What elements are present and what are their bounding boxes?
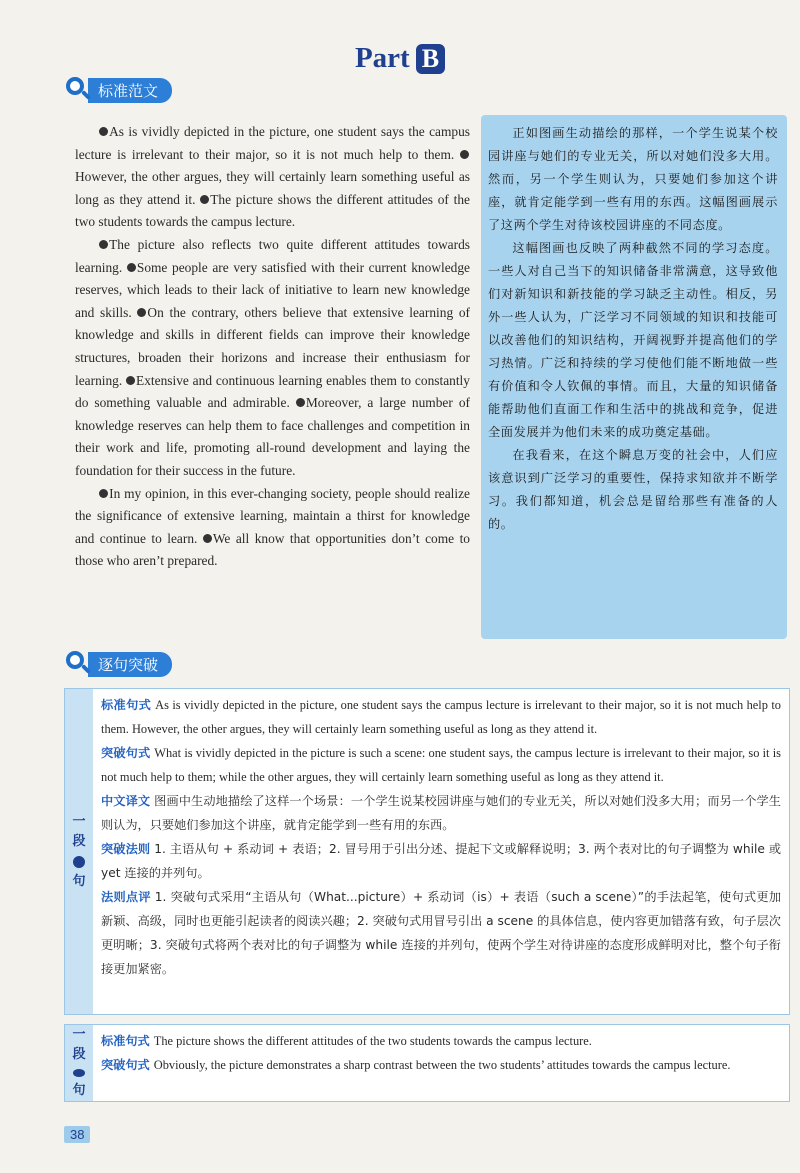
- block-side-label: 一 段 句: [65, 689, 93, 1014]
- block-side-label: 一 段 句: [65, 1025, 93, 1101]
- section-label: 标准范文: [88, 78, 172, 103]
- magnifier-icon: [66, 77, 92, 103]
- entry-standard: 标准句式 As is vividly depicted in the picture, one student says the campus lecture is irrelevant to their major, so it is not much help to them. However, the other argues, they will certainly learn something useful as long as they attend it.: [101, 698, 781, 736]
- sentence-number-icon: [73, 1069, 85, 1077]
- sentence-block-2: [64, 1024, 790, 1102]
- entry-translation: 中文译文 图画中生动地描绘了这样一个场景：一个学生说某校园讲座与她们的专业无关，所以对她们没多大用；而另一个学生则认为，只要她们参加这个讲座，就肯定能学到一些有用的东西。: [101, 794, 781, 832]
- chinese-paragraph-3: 在我看来，在这个瞬息万变的社会中，人们应该意识到广泛学习的重要性，保持求知欲并不断学习。我们都知道，机会总是留给那些有准备的人的。: [488, 448, 778, 531]
- page-number: 38: [64, 1126, 90, 1143]
- section-label: 逐句突破: [88, 652, 172, 677]
- essay-paragraph-3: In my opinion, in this ever-changing society, people should realize the significance of extensive learning, maintain a thirst for knowledge and continue to learn. We all know that opportunities don’t come to those who aren’t prepared.: [75, 485, 470, 569]
- entry-comment: 法则点评 1. 突破句式采用“主语从句（What...picture）+ 系动词（is）+ 表语（such a scene）”的手法起笔，使句式更加新颖、高级，同时也更能引起读者的阅读兴趣；2. 突破句式用冒号引出 a scene 的具体信息，使内容更加错落有致，句子层次更明晰；3. 突破句式将两个表对比的句子调整为 while 连接的并列句，使两个学生对待讲座的态度形成鲜明对比，整个句子衔接更加紧密。: [101, 890, 782, 976]
- magnifier-icon: [66, 651, 92, 677]
- section-tag-model: [66, 77, 172, 103]
- chinese-paragraph-2: 这幅图画也反映了两种截然不同的学习态度。一些人对自己当下的知识储备非常满意，这导致他们对新知识和新技能的学习缺乏主动性。相反，另外一些人认为，广泛学习不同领域的知识和技能可以改善他们的知识结构，开阔视野并提高他们的学习热情。广泛和持续的学习使他们能不断地做一些有价值和令人钦佩的事情。而且，大量的知识储备能帮助他们直面工作和生活中的挑战和竞争，促进全面发展并为他们未来的成功奠定基础。: [488, 241, 778, 439]
- chinese-translation-box: [481, 115, 787, 639]
- part-title: [0, 42, 800, 75]
- entry-standard: 标准句式 The picture shows the different attitudes of the two students towards the campus lecture.: [101, 1034, 592, 1048]
- section-tag-breakthrough: [66, 651, 172, 677]
- sentence-block-1: [64, 688, 790, 1015]
- entry-rules: 突破法则 1. 主语从句 + 系动词 + 表语；2. 冒号用于引出分述、提起下文或解释说明；3. 两个表对比的句子调整为 while 或 yet 连接的并列句。: [101, 842, 782, 880]
- entry-breakthrough: 突破句式 What is vividly depicted in the picture is such a scene: one student says, the campus lecture is irrelevant to their major, so it is not much help to them; while the other argues, they will certainly learn something useful as long as they attend it.: [101, 746, 781, 784]
- part-word: Part: [354, 42, 410, 74]
- essay-paragraph-1: As is vividly depicted in the picture, one student says the campus lecture is irrelevant to their major, so it is not much help to them. However, the other argues, they will certainly learn something useful as long as they attend it. The picture shows the different attitudes of the two students towards the campus lecture.: [75, 124, 470, 230]
- part-letter: B: [416, 44, 445, 74]
- entry-breakthrough: 突破句式 Obviously, the picture demonstrates a sharp contrast between the two students’ attitudes towards the campus lecture.: [101, 1058, 731, 1072]
- english-essay: [75, 121, 470, 573]
- sentence-number-icon: [73, 856, 85, 868]
- chinese-paragraph-1: 正如图画生动描绘的那样，一个学生说某个校园讲座与她们的专业无关，所以对她们没多大用。然而，另一个学生则认为，只要她们参加这个讲座，就肯定能学到一些有用的东西。这幅图画展示了这两个学生对待该校园讲座的不同态度。: [488, 126, 778, 232]
- essay-paragraph-2: The picture also reflects two quite different attitudes towards learning. Some people are very satisfied with their current knowledge reserves, which leads to their lack of initiative to learn new knowledge and skills. On the contrary, others believe that extensive learning of knowledge and skills in different fields can improve their knowledge structures, broaden their horizons and increase their enthusiasm for learning. Extensive and continuous learning enables them to constantly do something valuable and admirable. Moreover, a large number of knowledge reserves can help them to face challenges and competition in their work and life, promoting all-round development and laying the foundation for their success in the future.: [75, 236, 471, 478]
